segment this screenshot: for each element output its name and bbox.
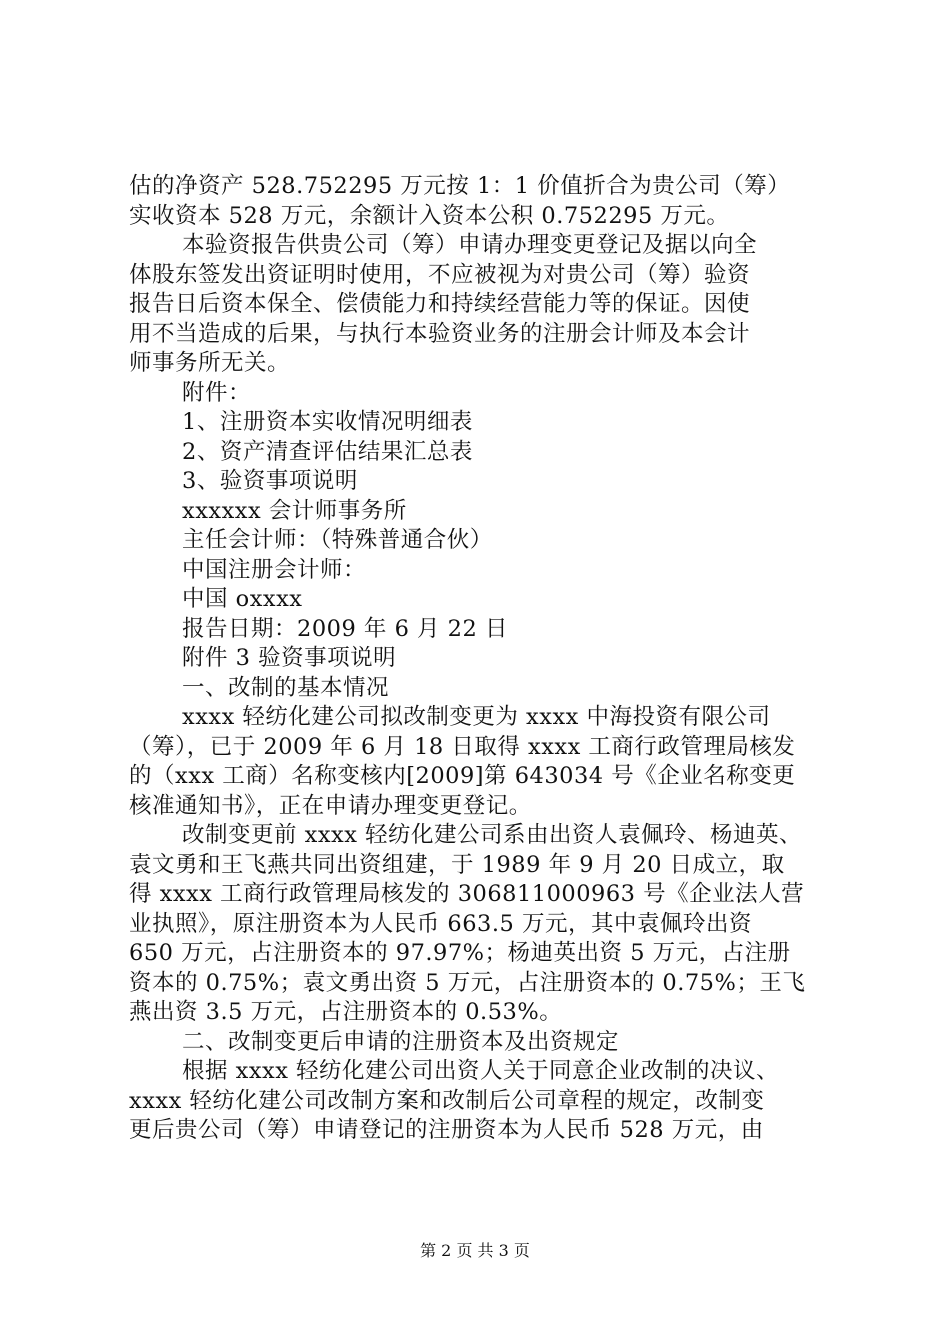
text-line: 中国 oxxxx (182, 586, 303, 612)
text-line: 资本的 0.75%；袁文勇出资 5 万元，占注册资本的 0.75%；王飞 (129, 969, 806, 996)
text-line: 二、改制变更后申请的注册资本及出资规定 (182, 1028, 620, 1055)
text-line: 650 万元，占注册资本的 97.97%；杨迪英出资 5 万元，占注册 (129, 940, 791, 966)
text-line: 根据 xxxx 轻纺化建公司出资人关于同意企业改制的决议、 (182, 1058, 780, 1084)
text-line: 中国注册会计师： (182, 556, 367, 583)
text-line: 报告日后资本保全、偿债能力和持续经营能力等的保证。因使 (129, 291, 751, 317)
document-body (129, 172, 829, 1146)
text-line: 用不当造成的后果，与执行本验资业务的注册会计师及本会计 (129, 320, 751, 347)
text-line: 2、资产清查评估结果汇总表 (182, 438, 473, 465)
text-line: 3、验资事项说明 (182, 468, 358, 494)
text-line: 袁文勇和王飞燕共同出资组建，于 1989 年 9 月 20 日成立，取 (129, 851, 785, 878)
page-footer (0, 1241, 950, 1261)
text-line: 师事务所无关。 (129, 350, 291, 376)
text-line: 更后贵公司（筹）申请登记的注册资本为人民币 528 万元，由 (129, 1117, 764, 1143)
text-line: 的（xxx 工商）名称变核内[2009]第 643034 号《企业名称变更 (129, 763, 796, 789)
text-line: 体股东签发出资证明时使用，不应被视为对贵公司（筹）验资 (129, 261, 751, 288)
text-line: xxxx 轻纺化建公司拟改制变更为 xxxx 中海投资有限公司 (182, 704, 771, 730)
text-line: xxxx 轻纺化建公司改制方案和改制后公司章程的规定，改制变 (129, 1087, 765, 1114)
text-line: 报告日期：2009 年 6 月 22 日 (182, 615, 508, 642)
text-line: 得 xxxx 工商行政管理局核发的 306811000963 号《企业法人营 (129, 881, 805, 907)
text-line: 估的净资产 528.752295 万元按 1：1 价值折合为贵公司（筹） (129, 173, 791, 199)
text-line: （筹），已于 2009 年 6 月 18 日取得 xxxx 工商行政管理局核发 (129, 733, 796, 760)
text-line: 燕出资 3.5 万元，占注册资本的 0.53%。 (129, 999, 563, 1025)
text-line: 改制变更前 xxxx 轻纺化建公司系由出资人袁佩玲、杨迪英、 (182, 822, 803, 848)
text-line: 业执照》，原注册资本为人民币 663.5 万元，其中袁佩玲出资 (129, 910, 752, 937)
page-number-label: 第 2 页 共 3 页 (420, 1241, 530, 1260)
text-line: 实收资本 528 万元，余额计入资本公积 0.752295 万元。 (129, 202, 730, 229)
text-line: 附件 3 验资事项说明 (182, 645, 397, 671)
text-line: xxxxxx 会计师事务所 (182, 497, 407, 524)
text-line: 核准通知书》，正在申请办理变更登记。 (129, 792, 532, 819)
text-line: 1、注册资本实收情况明细表 (182, 409, 473, 435)
text-line: 本验资报告供贵公司（筹）申请办理变更登记及据以向全 (182, 232, 758, 258)
text-line: 附件： (182, 379, 252, 406)
text-line: 一、改制的基本情况 (182, 674, 390, 701)
text-line: 主任会计师：（特殊普通合伙） (182, 527, 493, 553)
